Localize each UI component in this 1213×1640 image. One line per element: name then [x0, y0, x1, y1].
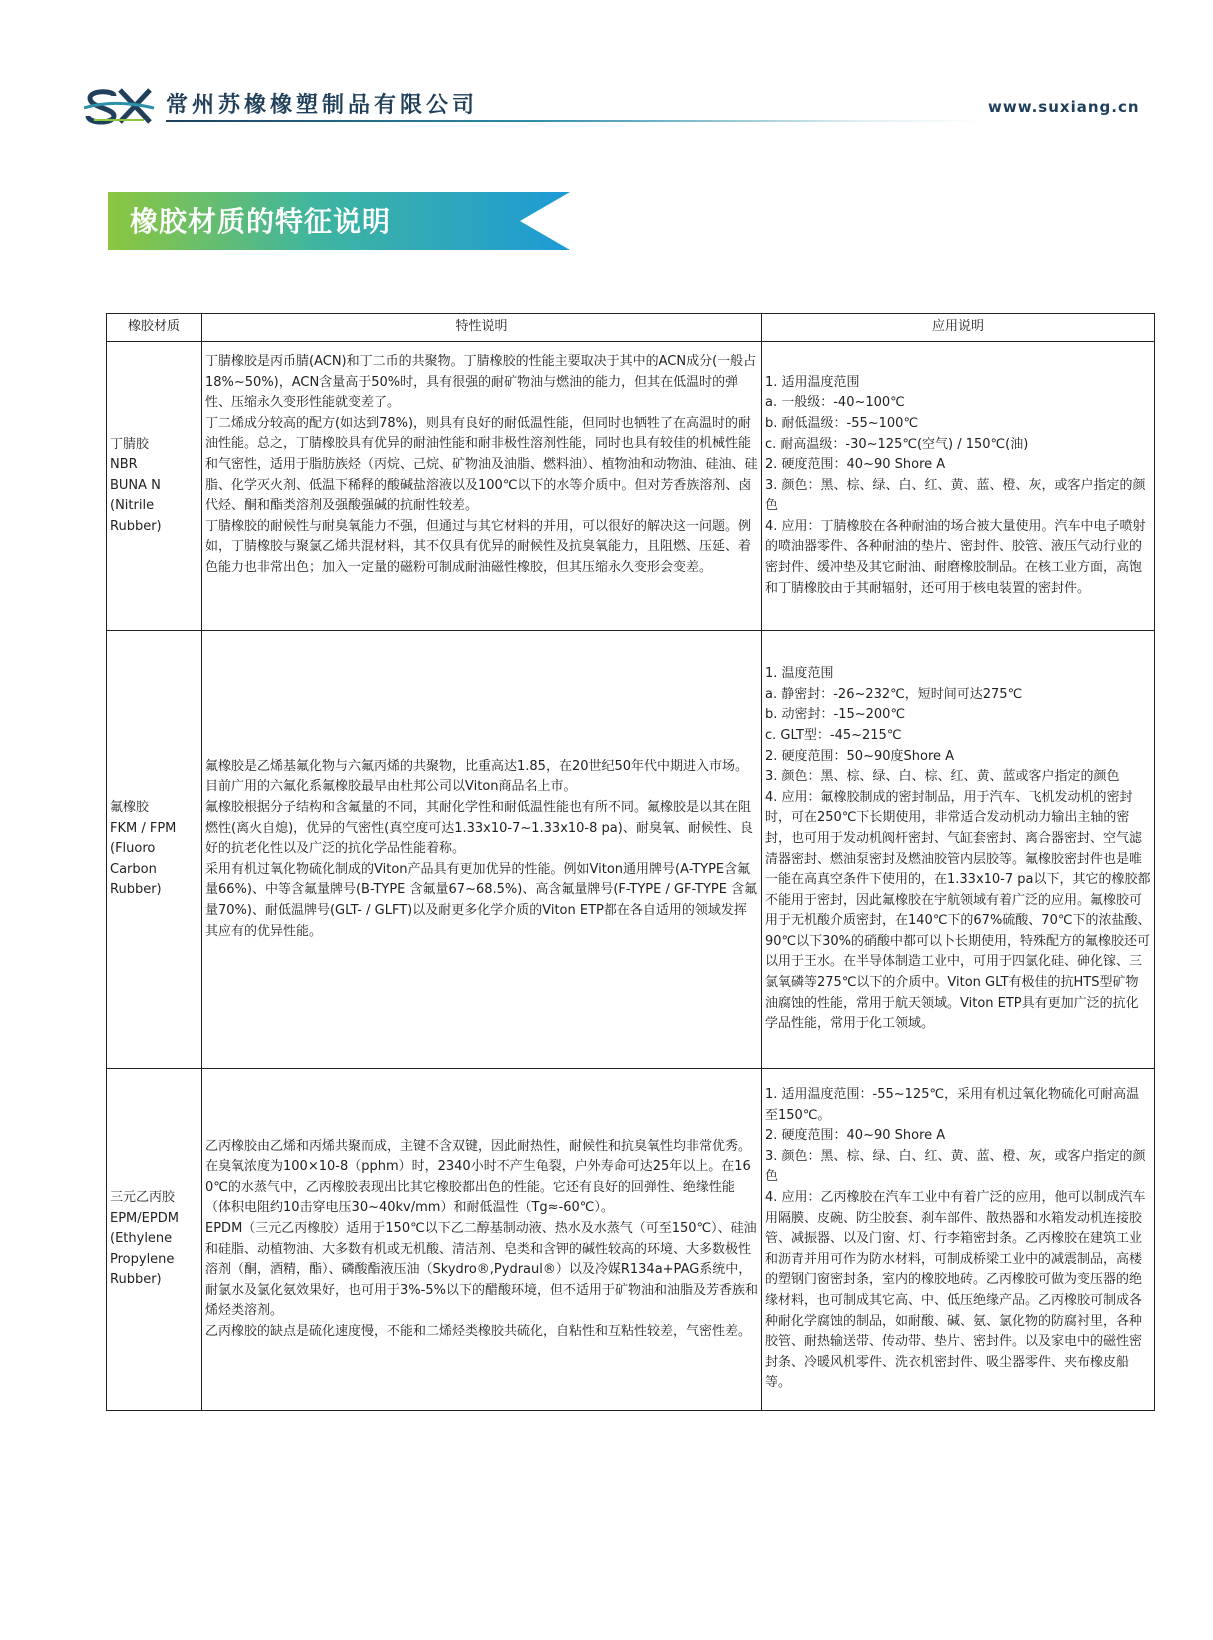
description-paragraph: 丁腈橡胶是丙币腈(ACN)和丁二币的共聚物。丁腈橡胶的性能主要取决于其中的ACN成分(一般占18%~50%)，ACN含量高于50%时，具有很强的耐矿物油与燃油的能力，但其在低温时的弹性、压缩永久变形性能就变差了。	[205, 354, 757, 411]
material-line: (Fluoro	[110, 841, 156, 857]
company-logo	[84, 86, 156, 126]
material-cell	[107, 631, 202, 1069]
application-line: 2. 硬度范围：40~90 Shore A	[765, 1128, 946, 1144]
application-line: 4. 应用：乙丙橡胶在汽车工业中有着广泛的应用，他可以制成汽车用隔膜、皮碗、防尘胶套、刹车部件、散热器和水箱发动机连接胶管、减振器、以及门窗、灯、行李箱密封条。乙丙橡胶在建筑工业和沥青并用可作为防水材料，可制成桥梁工业中的减震制品，高楼的塑钢门窗密封条，室内的橡胶地砖。乙丙橡胶可做为变压器的绝缘材料，也可制成其它高、中、低压绝缘产品。乙丙橡胶可制成各种耐化学腐蚀的制品，如耐酸、碱、氨、氯化物的防腐衬里，各种胶管、耐热输送带、传动带、垫片、密封件。以及家电中的磁性密封条、冷暖风机零件、洗衣机密封件、吸尘器零件、夹布橡皮船等。	[765, 1190, 1146, 1391]
material-line: Propylene	[110, 1251, 175, 1267]
material-line: Rubber)	[110, 882, 162, 898]
application-line: a. 一般级：-40~100℃	[765, 395, 905, 411]
application-cell	[762, 631, 1155, 1069]
company-name: 常州苏橡橡塑制品有限公司	[166, 92, 479, 118]
material-line: (Nitrile	[110, 498, 155, 514]
material-line: BUNA N	[110, 477, 161, 493]
application-line: 2. 硬度范围：50~90度Shore A	[765, 748, 955, 764]
application-line: 1. 温度范围	[765, 666, 834, 682]
material-line: (Ethylene	[110, 1231, 173, 1247]
application-line: 3. 颜色：黑、棕、绿、白、红、黄、蓝、橙、灰，或客户指定的颜色	[765, 1148, 1146, 1185]
description-cell	[202, 1069, 762, 1411]
material-line: EPM/EPDM	[110, 1210, 179, 1226]
header-description: 特性说明	[202, 314, 762, 342]
section-title: 橡胶材质的特征说明	[130, 205, 392, 238]
page-header	[0, 0, 1213, 140]
material-line: NBR	[110, 457, 138, 473]
description-paragraph: 乙丙橡胶由乙烯和丙烯共聚而成，主键不含双键，因此耐热性，耐候性和抗臭氧性均非常优秀。在臭氧浓度为100×10-8（pphm）时，2340小时不产生龟裂，户外寿命可达25年以上。在160℃的水蒸气中，乙丙橡胶表现出比其它橡胶都出色的性能。它还有良好的回弹性、绝缘性能（体积电阻约10击穿电压30~40kv/mm）和耐低温性（Tg≈-60℃）。	[205, 1138, 752, 1216]
application-line: 1. 适用温度范围	[765, 374, 860, 390]
material-line: Rubber)	[110, 1272, 162, 1288]
application-cell	[762, 342, 1155, 631]
description-paragraph: 目前广用的六氟化系氟橡胶最早由杜邦公司以Viton商品名上市。	[205, 779, 577, 795]
application-line: c. 耐高温级：-30~125℃(空气) / 150℃(油)	[765, 436, 1029, 452]
application-line: 2. 硬度范围：40~90 Shore A	[765, 457, 946, 473]
description-paragraph: EPDM（三元乙丙橡胶）适用于150℃以下乙二醇基制动液、热水及水蒸气（可至150℃）、硅油和硅脂、动植物油、大多数有机或无机酸、清洁剂、皂类和含钾的碱性较高的环境、大多数极性溶剂（酮，酒精，酯）、磷酸酯液压油（Skydro®,Pydraul®）以及冷媒R134a+PAG系统中，耐氯水及氯化氨效果好，也可用于3%-5%以下的醋酸环境，但不适用于矿物油和油脂及芳香族和烯烃类溶剂。	[205, 1220, 758, 1319]
material-line: Rubber)	[110, 518, 162, 534]
application-line: a. 静密封：-26~232℃，短时间可达275℃	[765, 686, 1023, 702]
rubber-spec-table	[106, 313, 1155, 1411]
table-row-epdm	[107, 1069, 1155, 1411]
header-application: 应用说明	[762, 314, 1155, 342]
description-cell	[202, 631, 762, 1069]
description-cell	[202, 342, 762, 631]
description-paragraph: 采用有机过氧化物硫化制成的Viton产品具有更加优异的性能。例如Viton通用牌号(A-TYPE含氟量66%)、中等含氟量牌号(B-TYPE 含氟量67~68.5%)、高含氟量牌号(F-TYPE / GF-TYPE 含氟量70%)、耐低温牌号(GLT- / GLFT)以及耐更多化学介质的Viton ETP都在各自适用的领域发挥其应有的优异性能。	[205, 861, 758, 939]
description-paragraph: 氟橡胶根据分子结构和含氟量的不同，其耐化学性和耐低温性能也有所不同。氟橡胶是以其在阻燃性(离火自熄)，优异的气密性(真空度可达1.33x10-7~1.33x10-8 pa)、耐臭氧、耐候性、良好的抗老化性以及广泛的抗化学品性能着称。	[205, 800, 753, 857]
material-line: 氟橡胶	[110, 800, 150, 816]
material-line: 丁腈胶	[110, 436, 150, 452]
application-line: 4. 应用：氟橡胶制成的密封制品，用于汽车、飞机发动机的密封时，可在250℃下长期使用，非常适合发动机动力输出主轴的密封，也可用于发动机阀杆密封、气缸套密封、离合器密封、空气滤清器密封、燃油泵密封及燃油胶管内层胶等。氟橡胶密封件也是唯一能在高真空条件下使用的，在1.33x10-7 pa以下，其它的橡胶都不能用于密封，因此氟橡胶在宇航领域有着广泛的应用。氟橡胶可用于无机酸介质密封，在140℃下的67%硫酸、70℃下的浓盐酸、90℃以下30%的硝酸中都可以卜长期使用，特殊配方的氟橡胶还可以用于王水。在半导体制造工业中，可用于四氯化硅、砷化镓、三氯氧磷等275℃以下的介质中。Viton GLT有极佳的抗HTS型矿物油腐蚀的性能，常用于航天领域。Viton ETP具有更加广泛的抗化学品性能，常用于化工领域。	[765, 789, 1151, 1032]
material-line: Carbon	[110, 861, 157, 877]
application-line: 3. 颜色：黑、棕、绿、白、红、黄、蓝、橙、灰，或客户指定的颜色	[765, 477, 1146, 514]
header-divider	[166, 120, 986, 122]
application-line: 3. 颜色：黑、棕、绿、白、棕、红、黄、蓝或客户指定的颜色	[765, 769, 1120, 785]
material-cell	[107, 1069, 202, 1411]
header-material: 橡胶材质	[107, 314, 202, 342]
application-line: c. GLT型：-45~215℃	[765, 727, 902, 743]
description-paragraph: 丁腈橡胶的耐候性与耐臭氧能力不强，但通过与其它材料的并用，可以很好的解决这一问题。例如，丁腈橡胶与聚氯乙烯共混材料，其不仅具有优异的耐候性及抗臭氧能力，且阻燃、压延、着色能力也非常出色；加入一定量的磁粉可制成耐油磁性橡胶，但其压缩永久变形会变差。	[205, 518, 752, 575]
website-url: www.suxiang.cn	[988, 98, 1140, 116]
material-line: 三元乙丙胶	[110, 1190, 176, 1206]
table-row-fkm	[107, 631, 1155, 1069]
material-cell	[107, 342, 202, 631]
application-line: 1. 适用温度范围：-55~125℃，采用有机过氧化物硫化可耐高温至150℃。	[765, 1087, 1140, 1123]
table-header-row	[107, 314, 1155, 342]
application-line: b. 耐低温级：-55~100℃	[765, 415, 919, 431]
description-paragraph: 乙丙橡胶的缺点是硫化速度慢，不能和二烯烃类橡胶共硫化，自粘性和互粘性较差，气密性差。	[205, 1323, 752, 1339]
application-line: b. 动密封：-15~200℃	[765, 707, 906, 723]
description-paragraph: 丁二烯成分较高的配方(如达到78%)，则具有良好的耐低温性能，但同时也牺牲了在高温时的耐油性能。总之，丁腈橡胶具有优异的耐油性能和耐非极性溶剂性能，同时也具有较佳的机械性能和气密性，适用于脂肪族烃（丙烷、己烷、矿物油及油脂、燃料油）、植物油和动物油、硅油、硅脂、化学灭火剂、低温下稀释的酸碱盐溶液以及100℃以下的水等介质中。但对芳香族溶剂、卤代烃、酮和酯类溶剂及强酸强碱的抗耐性较差。	[205, 415, 758, 514]
application-cell	[762, 1069, 1155, 1411]
table-row-nbr	[107, 342, 1155, 631]
description-paragraph: 氟橡胶是乙烯基氟化物与六氟丙烯的共聚物，比重高达1.85，在20世纪50年代中期进入市场。	[205, 758, 749, 774]
material-line: FKM / FPM	[110, 820, 177, 836]
application-line: 4. 应用：丁腈橡胶在各种耐油的场合被大量使用。汽车中电子喷射的喷油器零件、各种耐油的垫片、密封件、胶管、液压气动行业的密封件、缓冲垫及其它耐油、耐磨橡胶制品。在核工业方面，高饱和丁腈橡胶由于其耐辐射，还可用于核电装置的密封件。	[765, 518, 1146, 596]
